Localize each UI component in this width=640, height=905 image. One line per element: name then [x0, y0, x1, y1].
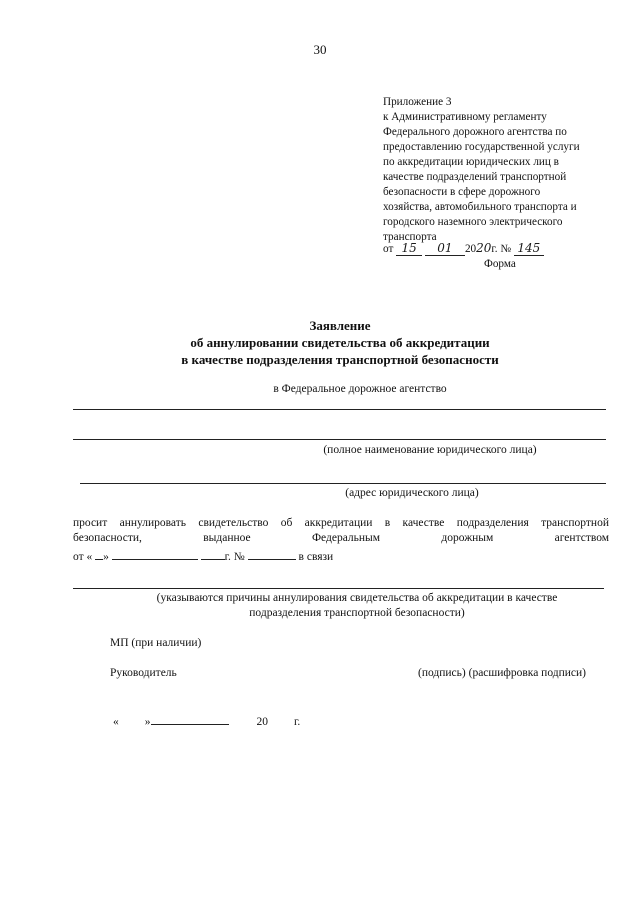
request-month-field [112, 546, 198, 560]
title-line: в качестве подразделения транспортной безопасности [181, 352, 499, 367]
reason-field-line [73, 588, 604, 589]
date-year-suffix: г. [294, 716, 301, 728]
appendix-header [383, 95, 623, 245]
legal-entity-caption: (полное наименование юридического лица) [323, 444, 537, 456]
order-year-suffix: г. № [491, 243, 511, 255]
head-label: Руководитель [110, 667, 177, 679]
request-year-field [201, 546, 225, 560]
request-from-prefix: от « [73, 551, 93, 563]
order-month-field: 01 [425, 242, 465, 256]
appendix-line: к Административному регламенту [383, 111, 547, 123]
request-word: безопасности, [73, 532, 142, 544]
request-quote-close: » [103, 551, 109, 563]
appendix-line: хозяйства, автомобильного транспорта и [383, 201, 577, 213]
order-ot-prefix: от [383, 243, 394, 255]
order-year-field: 20 [476, 241, 492, 255]
appendix-line: предоставлению государственной услуги [383, 141, 580, 153]
date-open-quote: « [113, 716, 119, 728]
appendix-line: транспорта [383, 231, 437, 243]
legal-entity-field-line [73, 439, 606, 440]
form-label: Форма [484, 258, 516, 270]
request-day-field [95, 546, 103, 560]
request-paragraph [73, 516, 609, 565]
request-word: агентством [554, 532, 610, 544]
request-number-field [248, 546, 296, 560]
request-word: Федеральным [311, 532, 381, 544]
recipient-label: в Федеральное дорожное агентство [273, 383, 447, 395]
order-day-field: 15 [396, 242, 422, 256]
reason-caption-line: подразделения транспортной безопасности) [249, 607, 465, 619]
request-word: дорожным [441, 532, 494, 544]
appendix-line: Федерального дорожного агентства по [383, 126, 567, 138]
appendix-line: Приложение 3 [383, 96, 452, 108]
appendix-line: по аккредитации юридических лиц в [383, 156, 559, 168]
page-number: 30 [313, 42, 327, 57]
reason-caption-line: (указываются причины аннулирования свидетельства об аккредитации в качестве [156, 592, 558, 604]
appendix-line: качестве подразделений транспортной [383, 171, 567, 183]
request-suffix: в связи [298, 551, 334, 563]
order-date-line [383, 241, 544, 256]
request-line: просит аннулировать свидетельство об аккредитации в качестве подразделения транспортной [73, 517, 609, 529]
order-number-field: 145 [514, 242, 544, 256]
address-caption: (адрес юридического лица) [345, 487, 479, 499]
date-close-quote: » [144, 716, 151, 728]
address-field-line [80, 483, 606, 484]
legal-entity-field-line [73, 409, 606, 410]
appendix-line: городского наземного электрического [383, 216, 563, 228]
date-day-month-field [151, 711, 229, 725]
appendix-line: безопасности в сфере дорожного [383, 186, 541, 198]
request-line [73, 531, 609, 546]
date-line [113, 711, 300, 728]
title-line: Заявление [309, 318, 371, 333]
reason-caption [73, 591, 640, 621]
request-word: выданное [203, 532, 251, 544]
title-line: об аннулировании свидетельства об аккредитации [190, 335, 490, 350]
document-title [0, 317, 640, 368]
signature-caption: (подпись) (расшифровка подписи) [418, 667, 587, 679]
request-year-suffix: г. № [224, 551, 245, 563]
request-line [73, 546, 609, 565]
date-year-prefix: 20 [256, 716, 268, 728]
order-year-prefix: 20 [464, 243, 477, 255]
stamp-label: МП (при наличии) [110, 637, 202, 649]
